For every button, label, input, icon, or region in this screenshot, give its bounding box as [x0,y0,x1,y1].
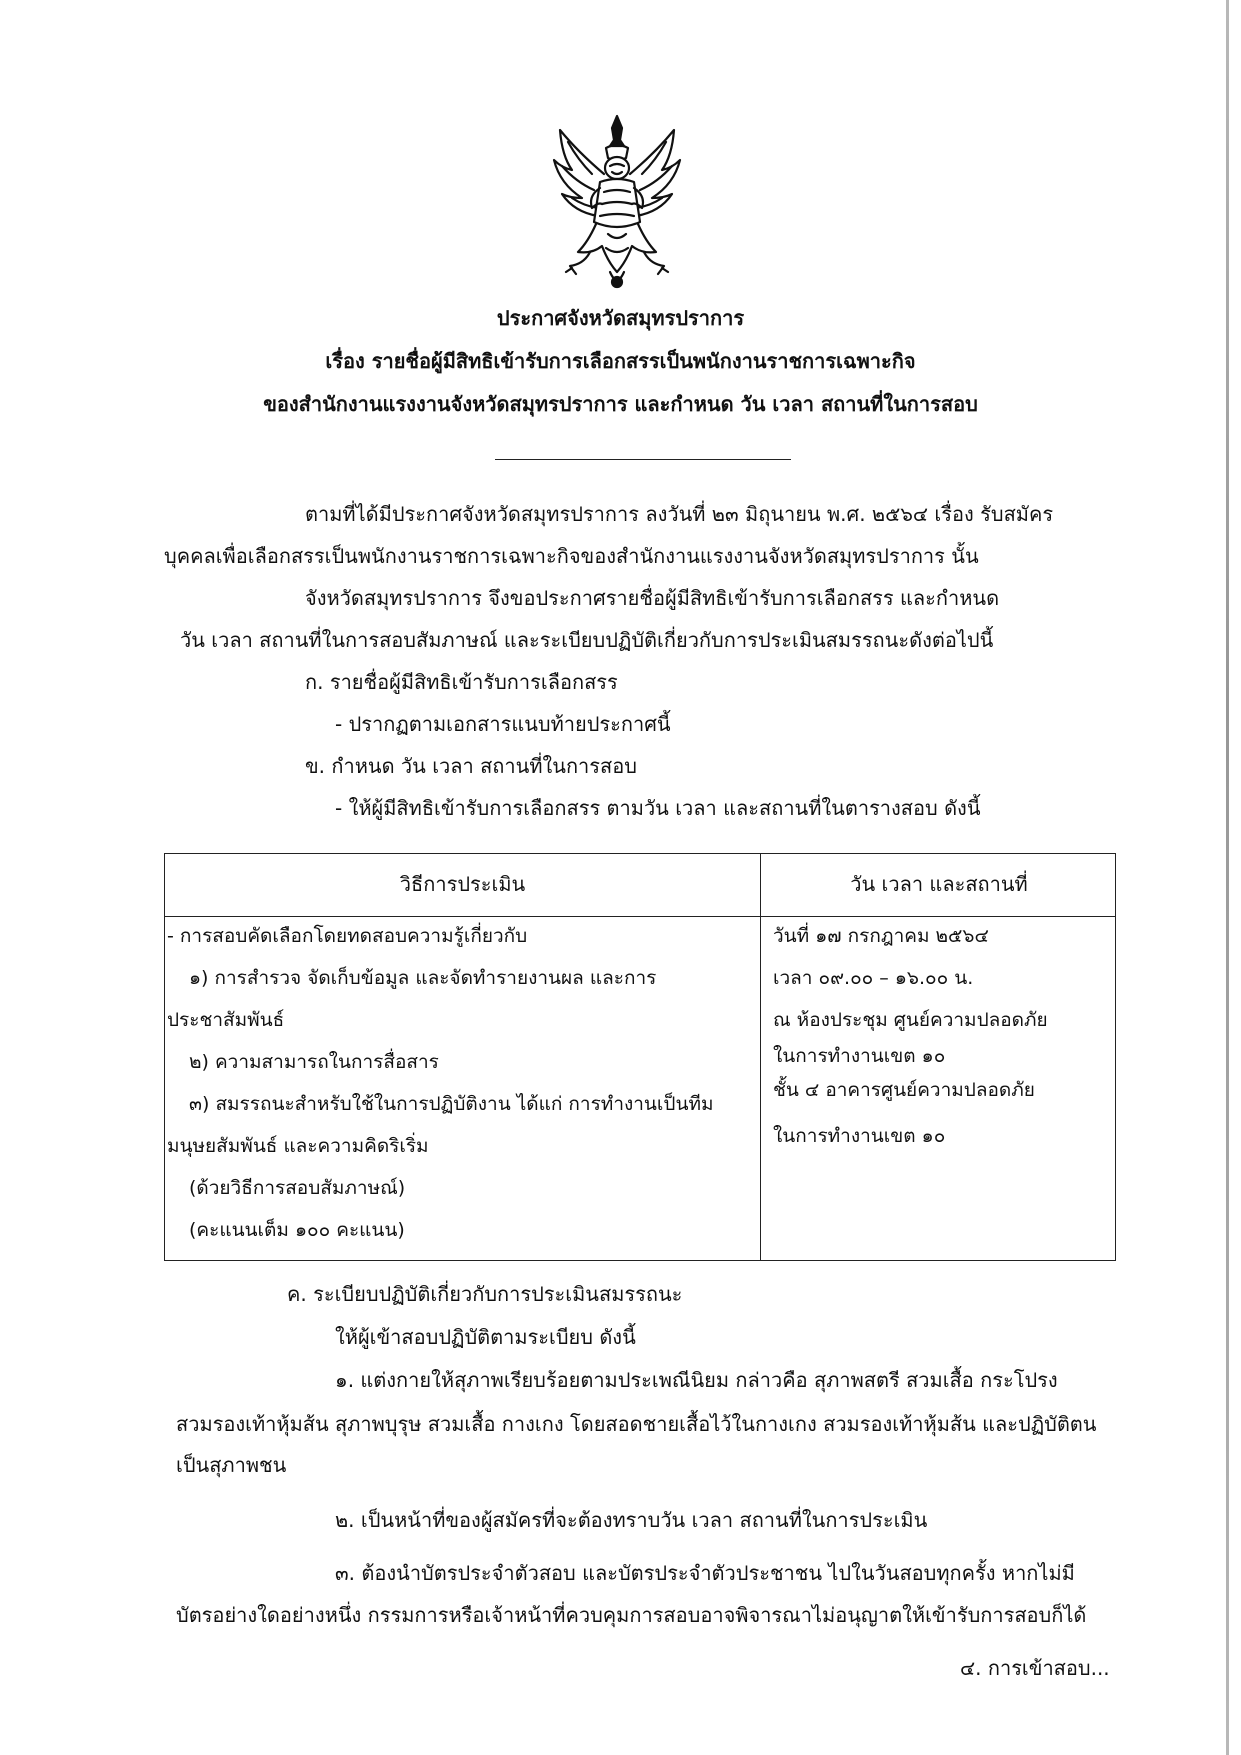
schedule-line: ในการทำงานเขต ๑๐ [773,1125,946,1147]
rule-3-line1: ๓. ต้องนำบัตรประจำตัวสอบ และบัตรประจำตัวประชาชน ไปในวันสอบทุกครั้ง หากไม่มี [335,1561,1075,1585]
section-a-heading: ก. รายชื่อผู้มีสิทธิเข้ารับการเลือกสรร [305,670,618,694]
intro-paragraph1-line1: ตามที่ได้มีประกาศจังหวัดสมุทรปราการ ลงวันที่ ๒๓ มิถุนายน พ.ศ. ๒๕๖๔ เรื่อง รับสมัคร [305,502,1054,526]
schedule-line: ชั้น ๔ อาคารศูนย์ความปลอดภัย [773,1079,1035,1101]
rule-1-line3: เป็นสุภาพชน [176,1453,287,1477]
schedule-line: ณ ห้องประชุม ศูนย์ความปลอดภัย [773,1009,1048,1031]
section-a-item: - ปรากฏตามเอกสารแนบท้ายประกาศนี้ [335,712,671,736]
method-line: ๑) การสำรวจ จัดเก็บข้อมูล และจัดทำรายงานผล และการ [189,967,657,989]
table-header-divider [165,916,1115,917]
table-header-method: วิธีการประเมิน [399,872,526,896]
section-b-heading: ข. กำหนด วัน เวลา สถานที่ในการสอบ [305,754,637,778]
section-b-item: - ให้ผู้มีสิทธิเข้ารับการเลือกสรร ตามวัน เวลา และสถานที่ในตารางสอบ ดังนี้ [335,796,981,820]
method-line: - การสอบคัดเลือกโดยทดสอบความรู้เกี่ยวกับ [167,925,528,947]
title-divider [495,459,791,460]
schedule-line: เวลา ๐๙.๐๐ – ๑๖.๐๐ น. [773,967,974,989]
method-line: ๒) ความสามารถในการสื่อสาร [189,1051,439,1073]
intro-paragraph1-line2: บุคคลเพื่อเลือกสรรเป็นพนักงานราชการเฉพาะกิจของสำนักงานแรงงานจังหวัดสมุทรปราการ นั้น [164,544,979,568]
method-line: มนุษยสัมพันธ์ และความคิดริเริ่ม [167,1135,429,1157]
method-line: (ด้วยวิธีการสอบสัมภาษณ์) [189,1177,406,1199]
rule-3-line2: บัตรอย่างใดอย่างหนึ่ง กรรมการหรือเจ้าหน้าที่ควบคุมการสอบอาจพิจารณาไม่อนุญาตให้เข้ารับการสอบก็ได้ [176,1603,1087,1627]
page-continuation: ๔. การเข้าสอบ... [960,1656,1110,1680]
section-c-heading: ค. ระเบียบปฏิบัติเกี่ยวกับการประเมินสมรรถนะ [287,1282,683,1306]
rule-2: ๒. เป็นหน้าที่ของผู้สมัครที่จะต้องทราบวัน เวลา สถานที่ในการประเมิน [335,1508,928,1532]
garuda-emblem-icon [548,112,686,294]
announcement-title: ประกาศจังหวัดสมุทรปราการ [496,306,745,330]
intro-paragraph2-line2: วัน เวลา สถานที่ในการสอบสัมภาษณ์ และระเบียบปฏิบัติเกี่ยวกับการประเมินสมรรถนะดังต่อไปนี้ [180,628,994,652]
method-line: (คะแนนเต็ม ๑๐๐ คะแนน) [189,1219,405,1241]
rule-1-line2: สวมรองเท้าหุ้มส้น สุภาพบุรุษ สวมเสื้อ กางเกง โดยสอดชายเสื้อไว้ในกางเกง สวมรองเท้าหุ้มส้น และปฏิบัติตน [176,1412,1097,1436]
method-line: ประชาสัมพันธ์ [167,1009,285,1031]
exam-schedule-table [164,853,1116,1261]
schedule-line: วันที่ ๑๗ กรกฎาคม ๒๕๖๔ [773,925,989,947]
section-c-intro: ให้ผู้เข้าสอบปฏิบัติตามระเบียบ ดังนี้ [335,1325,636,1349]
table-column-divider [760,854,761,1260]
rule-1-line1: ๑. แต่งกายให้สุภาพเรียบร้อยตามประเพณีนิยม กล่าวคือ สุภาพสตรี สวมเสื้อ กระโปรง [335,1368,1058,1392]
table-header-schedule: วัน เวลา และสถานที่ [850,872,1028,896]
announcement-subject-line2: ของสำนักงานแรงงานจังหวัดสมุทรปราการ และกำหนด วัน เวลา สถานที่ในการสอบ [263,392,978,416]
intro-paragraph2-line1: จังหวัดสมุทรปราการ จึงขอประกาศรายชื่อผู้มีสิทธิเข้ารับการเลือกสรร และกำหนด [305,586,1000,610]
scan-edge-line [1226,0,1229,1755]
method-line: ๓) สมรรถนะสำหรับใช้ในการปฏิบัติงาน ได้แก่ การทำงานเป็นทีม [189,1093,714,1115]
announcement-subject-line1: เรื่อง รายชื่อผู้มีสิทธิเข้ารับการเลือกสรรเป็นพนักงานราชการเฉพาะกิจ [325,349,916,373]
schedule-line: ในการทำงานเขต ๑๐ [773,1045,946,1067]
